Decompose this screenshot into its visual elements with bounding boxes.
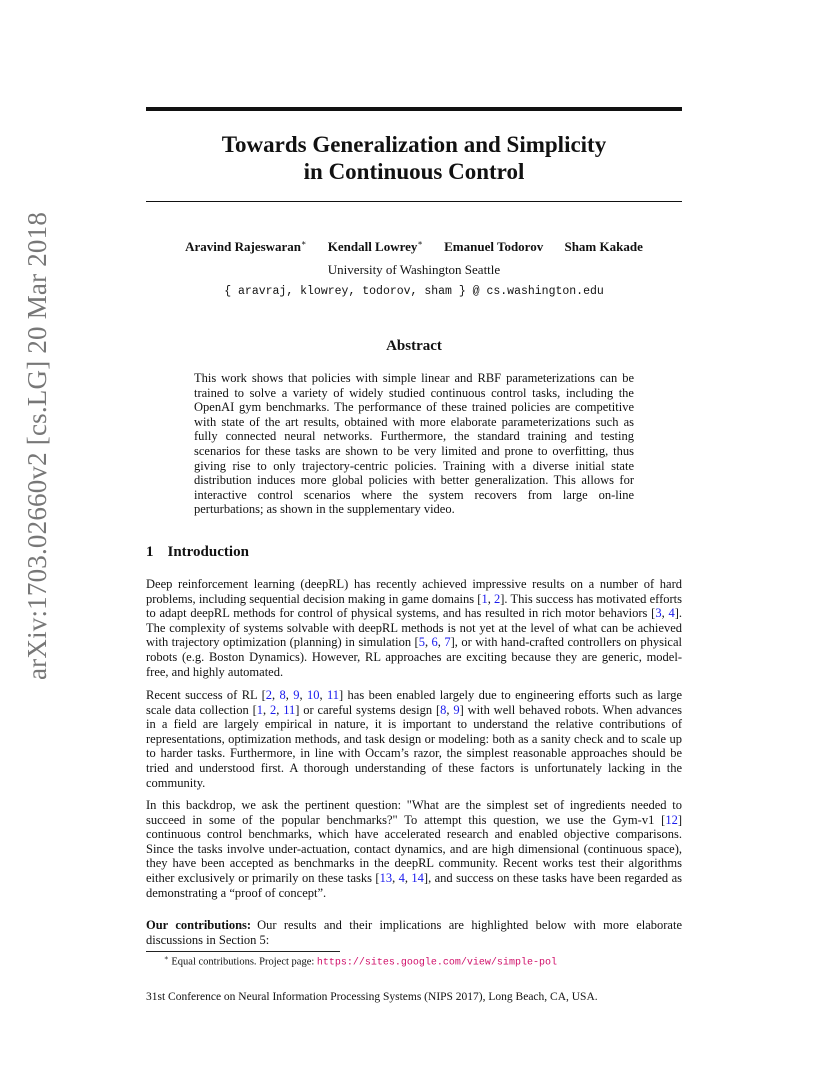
citation-link[interactable]: 11 [283, 702, 296, 717]
paragraph-text: , [446, 702, 454, 717]
citation-link[interactable]: 2 [270, 702, 277, 717]
citation-link[interactable]: 4 [398, 870, 405, 885]
abstract-heading: Abstract [386, 338, 442, 354]
citation-link[interactable]: 12 [665, 812, 678, 827]
section-heading [146, 544, 249, 561]
paragraph-text: , [319, 688, 327, 702]
footnote-text: Equal contributions. Project page: [171, 956, 317, 968]
footnote-rule [146, 951, 340, 952]
contributions-text: Our results and their implications are highlighted below with more elaborate discussions in Section 5: [146, 918, 682, 947]
section-title: Introduction [167, 544, 249, 560]
paragraph-text: , [424, 635, 432, 650]
paragraph-text: , [487, 591, 495, 606]
citation-link[interactable]: 2 [265, 688, 272, 702]
paragraph-text: Deep reinforcement learning (deepRL) has recently achieved impressive results on a number of hard problems, including sequential decision making in game domains [ [146, 577, 682, 606]
paragraph [146, 918, 682, 947]
contributions-lead: Our contributions: [146, 918, 252, 932]
citation-link[interactable]: 14 [411, 870, 424, 885]
paragraph [146, 577, 682, 679]
citation-link[interactable]: 9 [293, 688, 300, 702]
citation-link[interactable]: 9 [453, 702, 460, 717]
citation-link[interactable]: 4 [668, 606, 675, 621]
paragraph-text: , [392, 870, 399, 885]
paragraph-text: , [271, 688, 280, 702]
title-line-1: Towards Generalization and Simplicity [221, 132, 607, 157]
title-top-rule [146, 107, 682, 111]
author-emails: { aravraj, klowrey, todorov, sham } @ cs.washington.edu [224, 285, 604, 298]
author: Kendall Lowrey∗ [327, 239, 423, 255]
title-line-2: in Continuous Control [303, 159, 525, 184]
section-number: 1 [146, 544, 154, 560]
paragraph [146, 798, 682, 900]
paragraph-text: ] with well behaved robots. When advances in a field are largely empirical in nature, it is important to understand the relative contributions of representations, optimization methods, and task design or modeling: both as a sanity check and to scale up to harder tasks. Furthermore, in line with Occam’s razor, the simplest reasonable approaches should be tried and understood first. A thorough understanding of these factors is unfortunately lacking in the community. [146, 702, 683, 790]
venue-footer: 31st Conference on Neural Information Processing Systems (NIPS 2017), Long Beach, CA, USA. [146, 991, 598, 1003]
paragraph-text: ] continuous control benchmarks, which have accelerated research and enabled objective comparisons. Since the tasks involve under-actuation, contact dynamics, and are high dimensional (continuous space), they have been accepted as benchmarks in the deepRL community. Recent works test their algorithms either exclusively or primarily on these tasks [ [146, 812, 682, 885]
title-bottom-rule [146, 201, 682, 202]
author-list [146, 239, 682, 255]
paragraph-text: ] or careful systems design [ [295, 702, 441, 717]
paragraph [146, 688, 682, 790]
paragraph-text: , [276, 702, 284, 717]
citation-link[interactable]: 5 [418, 635, 425, 650]
paragraph-text: , [285, 688, 294, 702]
citation-link[interactable]: 3 [655, 606, 662, 621]
paragraph-text: , [437, 635, 445, 650]
paragraph-text: , [299, 688, 307, 702]
footnote [164, 954, 557, 969]
paragraph-text: In this backdrop, we ask the pertinent question: "What are the simplest set of ingredients needed to succeed in some of the popular benchmarks?" To attempt this question, we use the Gym-v1 [ [146, 798, 682, 827]
author: Sham Kakade [564, 239, 643, 255]
paragraph-text: , [661, 606, 669, 621]
citation-link[interactable]: 8 [440, 702, 447, 717]
paragraph-text: ]. This success has motivated efforts to adapt deepRL methods for control of physical systems, and has resulted in rich motor behaviors [ [146, 591, 682, 621]
citation-link[interactable]: 1 [481, 591, 488, 606]
footnote-mark: ∗ [164, 954, 169, 962]
arxiv-identifier: arXiv:1703.02660v2 [cs.LG] 20 Mar 2018 [22, 211, 52, 680]
paragraph-text: ], and success on these tasks have been regarded as demonstrating a “proof of concept”. [146, 870, 683, 900]
citation-link[interactable]: 1 [256, 702, 264, 717]
citation-link[interactable]: 11 [326, 688, 340, 702]
paragraph-text: , [404, 870, 412, 885]
paragraph-text: ], or with hand-crafted controllers on physical robots (e.g. Boston Dynamics). However, RL approaches are exciting because they are generic, model-free, and highly automated. [146, 635, 683, 679]
author: Aravind Rajeswaran∗ [185, 239, 307, 255]
paragraph-text: ] has been enabled largely due to engineering efforts such as large scale data collection [ [146, 688, 683, 717]
citation-link[interactable]: 8 [279, 688, 286, 702]
citation-link[interactable]: 6 [431, 635, 438, 650]
paper-title [146, 131, 682, 185]
project-page-link[interactable]: https://sites.google.com/view/simple-pol [316, 957, 557, 969]
citation-link[interactable]: 7 [444, 635, 451, 650]
paragraph-text: , [263, 702, 270, 717]
citation-link[interactable]: 13 [379, 870, 393, 885]
author: Emanuel Todorov [444, 239, 544, 255]
affiliation: University of Washington Seattle [327, 262, 501, 277]
abstract-text: This work shows that policies with simple linear and RBF parameterizations can be trained to solve a variety of widely studied continuous control tasks, including the OpenAI gym benchmarks. The performance of these trained policies are competitive with state of the art results, obtained with more elaborate parameterizations such as fully connected neural networks. Furthermore, the standard training and testing scenarios for these tasks are shown to be very limited and prone to overfitting, thus giving rise to only trajectory-centric policies. Training with a diverse initial state distribution induces more global policies with better generalization. This allows for interactive control scenarios where the system recovers from large on-line perturbations; as shown in the supplementary video. [194, 371, 634, 517]
citation-link[interactable]: 10 [306, 688, 320, 702]
paragraph-text: Recent success of RL [ [146, 688, 266, 702]
citation-link[interactable]: 2 [494, 591, 501, 606]
paragraph-text: ]. The complexity of systems solvable with deepRL methods is not yet at the level of what can be achieved with trajectory optimization (planning) in simulation [ [146, 606, 682, 650]
